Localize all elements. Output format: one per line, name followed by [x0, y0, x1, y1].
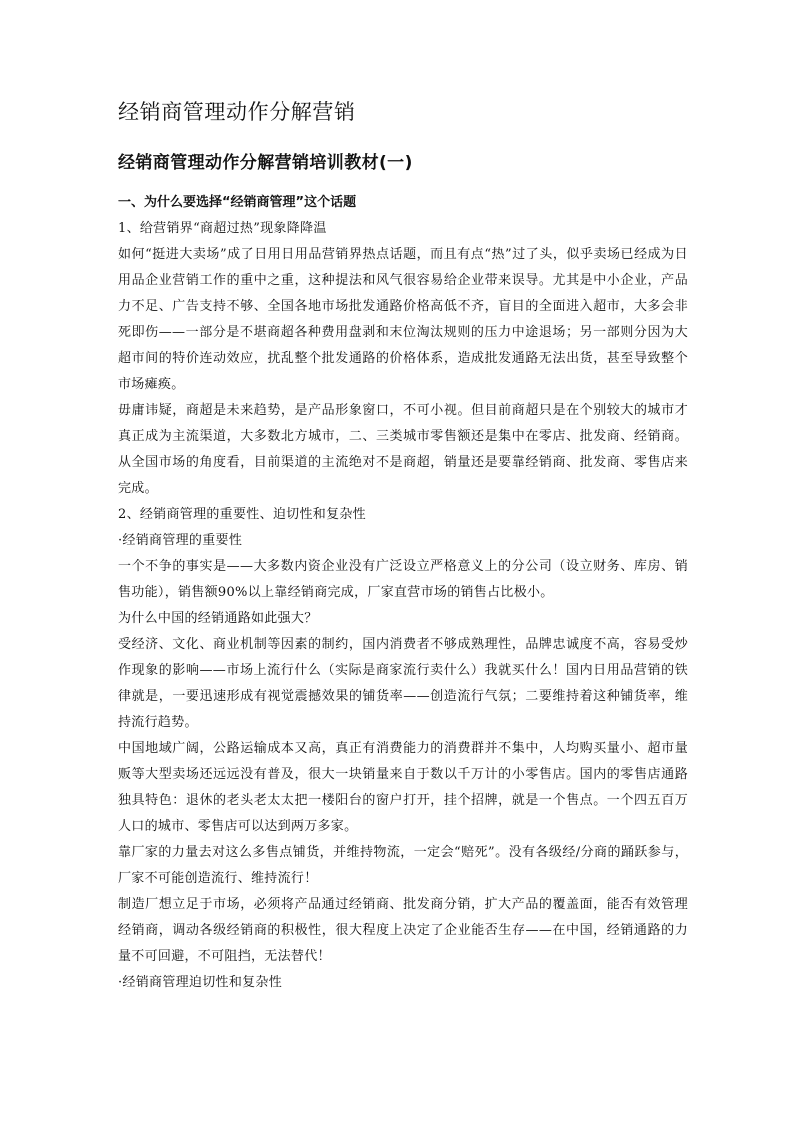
- section-heading-1: 一、为什么要选择“经销商管理”这个话题: [118, 195, 357, 210]
- bullet-heading-2: ·经销商管理迫切性和复杂性: [118, 975, 283, 990]
- paragraph-1: 如何“挺进大卖场”成了日用日用品营销界热点话题，而且有点“热”过了头，似乎卖场已经成为日用品企业营销工作的重中之重，这种提法和风气很容易给企业带来误导。尤其是中小企业，产品力不足、广告支持不够、全国各地市场批发通路价格高低不齐，盲目的全面进入超市，大多会非死即伤——一部分是不堪商超各种费用盘剥和末位淘汰规则的压力中途退场；另一部则分因为大超市间的特价连动效应，扰乱整个批发通路的价格体系，造成批发通路无法出货，甚至导致整个市场瘫痪。: [118, 247, 688, 392]
- document-body: [118, 96, 688, 996]
- paragraph-4: 为什么中国的经销通路如此强大？: [118, 611, 318, 626]
- paragraph-5: 受经济、文化、商业机制等因素的制约，国内消费者不够成熟理性，品牌忠诚度不高，容易受炒作现象的影响——市场上流行什么（实际是商家流行卖什么）我就买什么！国内日用品营销的铁律就是，一要迅速形成有视觉震撼效果的铺货率——创造流行气氛；二要维持着这种铺货率，维持流行趋势。: [118, 637, 688, 730]
- subheading-1: 1、给营销界“商超过热”现象降降温: [118, 221, 327, 236]
- document-subtitle: 经销商管理动作分解营销培训教材(一): [118, 153, 413, 173]
- paragraph-3: 一个不争的事实是——大多数内资企业没有广泛设立严格意义上的分公司（设立财务、库房、销售功能），销售额90%以上靠经销商完成，厂家直营市场的销售占比极小。: [118, 559, 688, 600]
- paragraph-8: 制造厂想立足于市场，必须将产品通过经销商、批发商分销，扩大产品的覆盖面，能否有效管理经销商，调动各级经销商的积极性，很大程度上决定了企业能否生存——在中国，经销通路的力量不可回避，不可阻挡，无法替代！: [118, 897, 688, 964]
- document-title: 经销商管理动作分解营销: [118, 100, 356, 124]
- paragraph-7: 靠厂家的力量去对这么多售点铺货，并维持物流，一定会“赔死”。没有各级经/分商的踊跃参与，厂家不可能创造流行、维持流行！: [118, 845, 688, 886]
- paragraph-2: 毋庸讳疑，商超是未来趋势，是产品形象窗口，不可小视。但目前商超只是在个别较大的城市才真正成为主流渠道，大多数北方城市，二、三类城市零售额还是集中在零店、批发商、经销商。从全国市场的角度看，目前渠道的主流绝对不是商超，销量还是要靠经销商、批发商、零售店来完成。: [118, 403, 688, 496]
- bullet-heading-1: ·经销商管理的重要性: [118, 533, 243, 548]
- subheading-2: 2、经销商管理的重要性、迫切性和复杂性: [118, 507, 366, 522]
- paragraph-6: 中国地域广阔，公路运输成本又高，真正有消费能力的消费群并不集中，人均购买量小、超市量贩等大型卖场还远远没有普及，很大一块销量来自于数以千万计的小零售店。国内的零售店通路独具特色：退休的老头老太太把一楼阳台的窗户打开，挂个招牌，就是一个售点。一个四五百万人口的城市、零售店可以达到两万多家。: [118, 741, 688, 834]
